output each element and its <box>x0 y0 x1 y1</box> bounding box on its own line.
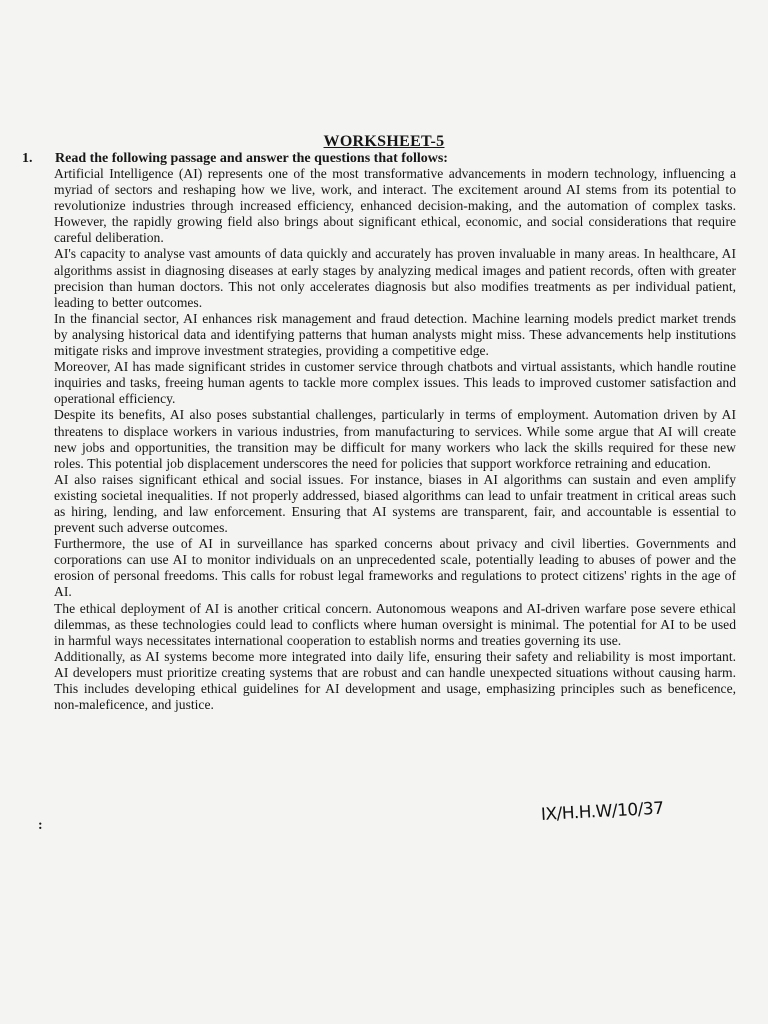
question-number: 1. <box>22 151 33 166</box>
margin-mark: : <box>38 818 43 833</box>
passage-paragraph-3: In the financial sector, AI enhances risk management and fraud detection. Machine learning models predict market trends by analysing historical data and identifying patterns that human analysts might miss. These advancements help institutions mitigate risks and improve investment strategies, providing a competitive edge. <box>54 310 736 359</box>
worksheet-title: WORKSHEET-5 <box>323 133 445 150</box>
passage-paragraph-7: Furthermore, the use of AI in surveillance has sparked concerns about privacy and civil liberties. Governments and corporations can use AI to monitor individuals on an unprecedented scale, potentially leading to abuses of power and the erosion of personal freedoms. This calls for robust legal frameworks and regulations to protect citizens' rights in the age of AI. <box>54 536 736 600</box>
question-instruction: Read the following passage and answer the questions that follows: <box>55 151 448 166</box>
passage-paragraph-4: Moreover, AI has made significant strides in customer service through chatbots and virtual assistants, which handle routine inquiries and tasks, freeing human agents to tackle more complex issues. This leads to improved customer satisfaction and operational efficiency. <box>54 359 736 407</box>
passage-paragraph-2: AI's capacity to analyse vast amounts of data quickly and accurately has proven invaluable in many areas. In healthcare, AI algorithms assist in diagnosing diseases at early stages by analyzing medical images and patient records, often with greater precision than human doctors. This not only accelerates diagnosis but also modifies treatments as per individual patient, leading to better outcomes. <box>54 246 736 310</box>
passage-paragraph-5: Despite its benefits, AI also poses substantial challenges, particularly in terms of employment. Automation driven by AI threatens to displace workers in various industries, from manufacturing to services. While some argue that AI will create new jobs and opportunities, the transition may be difficult for many workers who lack the skills required for these new roles. This potential job displacement underscores the need for policies that support workforce retraining and education. <box>54 407 736 471</box>
passage-paragraph-1: Artificial Intelligence (AI) represents one of the most transformative advancements in modern technology, influencing a myriad of sectors and reshaping how we live, work, and interact. The excitement around AI stems from its potential to revolutionize industries through increased efficiency, enhanced decision-making, and the automation of complex tasks. However, the rapidly growing field also brings about significant ethical, economic, and social considerations that require careful deliberation. <box>54 166 736 246</box>
handwritten-reference-note: IX/H.H.W/10/37 <box>540 798 665 825</box>
passage-paragraph-9: Additionally, as AI systems become more integrated into daily life, ensuring their safety and reliability is most important. AI developers must prioritize creating systems that are robust and can handle unexpected situations without causing harm. This includes developing ethical guidelines for AI development and usage, emphasizing principles such as beneficence, non-maleficence, and justice. <box>54 648 736 713</box>
passage-paragraph-6: AI also raises significant ethical and social issues. For instance, biases in AI algorithms can sustain and even amplify existing societal inequalities. If not properly addressed, biased algorithms can lead to unfair treatment in critical areas such as hiring, lending, and law enforcement. Ensuring that AI systems are transparent, fair, and accountable is essential to prevent such adverse outcomes. <box>54 471 736 536</box>
reading-passage <box>54 166 736 713</box>
passage-paragraph-8: The ethical deployment of AI is another critical concern. Autonomous weapons and AI-driven warfare pose severe ethical dilemmas, as these technologies could lead to conflicts where human oversight is minimal. The potential for AI to be used in harmful ways necessitates international cooperation to establish norms and treaties governing its use. <box>54 600 736 648</box>
